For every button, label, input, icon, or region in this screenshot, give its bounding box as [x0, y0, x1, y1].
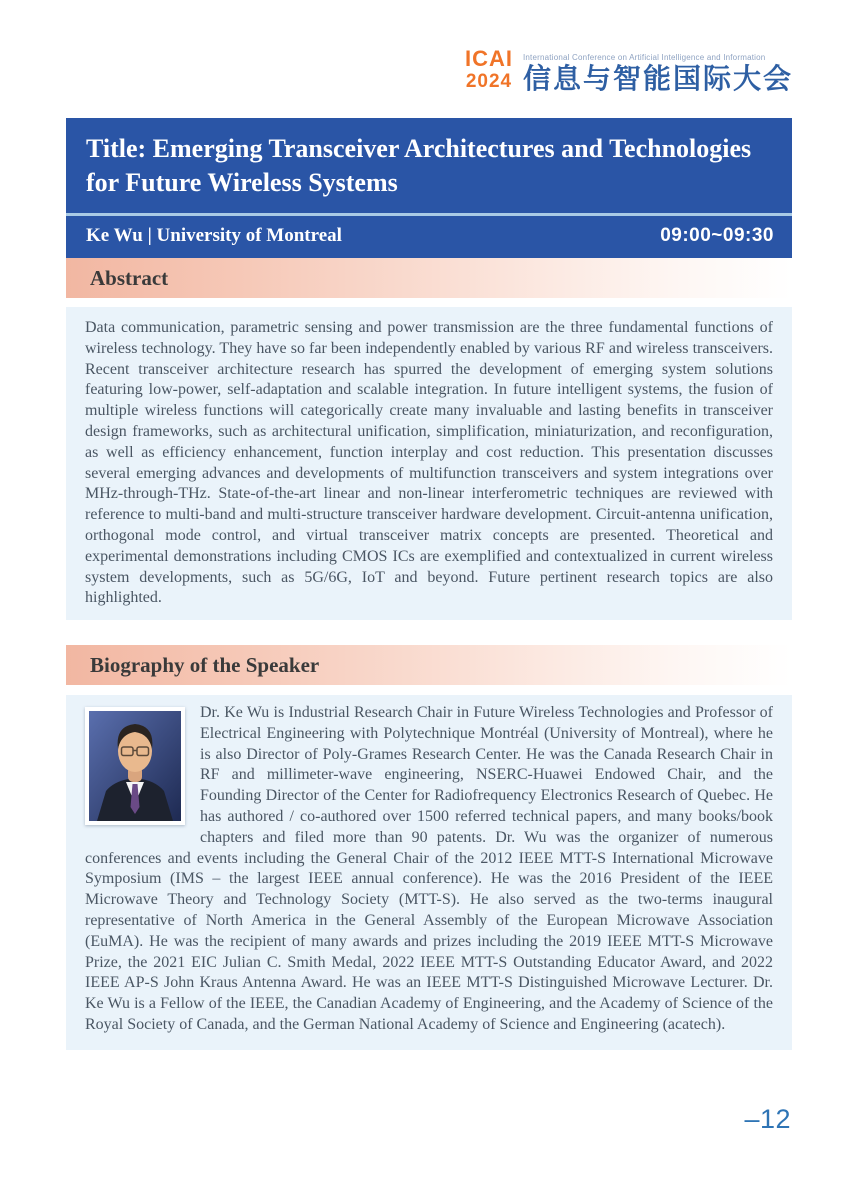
- session-title: Title: Emerging Transceiver Architectures and Technologies for Future Wireless Systems: [86, 134, 752, 198]
- logo-mark: [465, 48, 513, 93]
- conference-logo: [465, 48, 793, 93]
- bio-heading: Biography of the Speaker: [90, 652, 320, 677]
- bio-text: Dr. Ke Wu is Industrial Research Chair in Future Wireless Technologies and Professor of Electrical Engineering with Polytechnique Montréal (University of Montreal), where he is also Director of Poly-Grames Research Center. He was the Canada Research Chair in RF and millimeter-wave engineering, NSERC-Huawei Endowed Chair, and the Founding Director of the Center for Radiofrequency Electronics Research of Quebec. He has authored / co-authored over 1500 referred technical papers, and many books/book chapters and filed more than 90 patents. Dr. Wu was the organizer of numerous conferences and events including the General Chair of the 2012 IEEE MTT-S International Microwave Symposium (IMS – the largest IEEE annual conference). He was the 2016 President of the IEEE Microwave Theory and Technology Society (MTT-S). He also served as the two-terms inaugural representative of North America in the General Assembly of the European Microwave Association (EuMA). He was the recipient of many awards and prizes including the 2019 IEEE MTT-S Microwave Prize, the 2021 EIC Julian C. Smith Medal, 2022 IEEE MTT-S Outstanding Educator Award, and 2022 IEEE AP-S John Kraus Antenna Award. He was an IEEE MTT-S Distinguished Microwave Lecturer. Dr. Ke Wu is a Fellow of the IEEE, the Canadian Academy of Engineering, and the Academy of Science of the Royal Society of Canada, and the German National Academy of Science and Engineering (acatech).: [85, 704, 773, 1033]
- speaker-photo: [85, 707, 185, 825]
- logo-acronym: ICAI: [464, 46, 513, 71]
- session-time: 09:00~09:30: [660, 224, 774, 246]
- abstract-section-header: [66, 258, 792, 298]
- bio-panel: [66, 695, 792, 1050]
- abstract-text: Data communication, parametric sensing and power transmission are the three fundamental functions of wireless technology. They have so far been independently enabled by various RF and wireless transceivers. Recent transceiver architecture research has spurred the development of emerging system solutions featuring low-power, self-adaptation and scalable integration. In future intelligent systems, the fusion of multiple wireless functions will categorically create many invaluable and lasting benefits in transceiver design frameworks, such as architectural unification, simplification, miniaturization, and reconfiguration, as well as efficiency enhancement, function interplay and cost reduction. This presentation discusses several emerging advances and developments of multifunction transceivers and system integrations over MHz-through-THz. State-of-the-art linear and non-linear interferometric techniques are reviewed with reference to multi-band and multi-structure transceiver hardware development. Circuit-antenna unification, orthogonal mode control, and virtual transceiver matrix concepts are presented. Theoretical and experimental demonstrations including CMOS ICs are exemplified and contextualized in current wireless system developments, such as 5G/6G, IoT and beyond. Future pertinent research topics are also highlighted.: [85, 319, 773, 607]
- abstract-heading: Abstract: [90, 265, 169, 290]
- logo-text: [523, 53, 793, 93]
- abstract-panel: [66, 307, 792, 620]
- speaker-name: Ke Wu | University of Montreal: [86, 224, 342, 246]
- logo-year: 2024: [465, 71, 513, 92]
- banner-meta: [66, 216, 792, 259]
- session-banner: [66, 118, 792, 259]
- bio-section-header: [66, 645, 792, 685]
- logo-title-zh: 信息与智能国际大会: [522, 63, 793, 94]
- page-number: –12: [744, 1104, 791, 1134]
- logo-subtitle: International Conference on Artificial Intelligence and Information: [522, 53, 766, 62]
